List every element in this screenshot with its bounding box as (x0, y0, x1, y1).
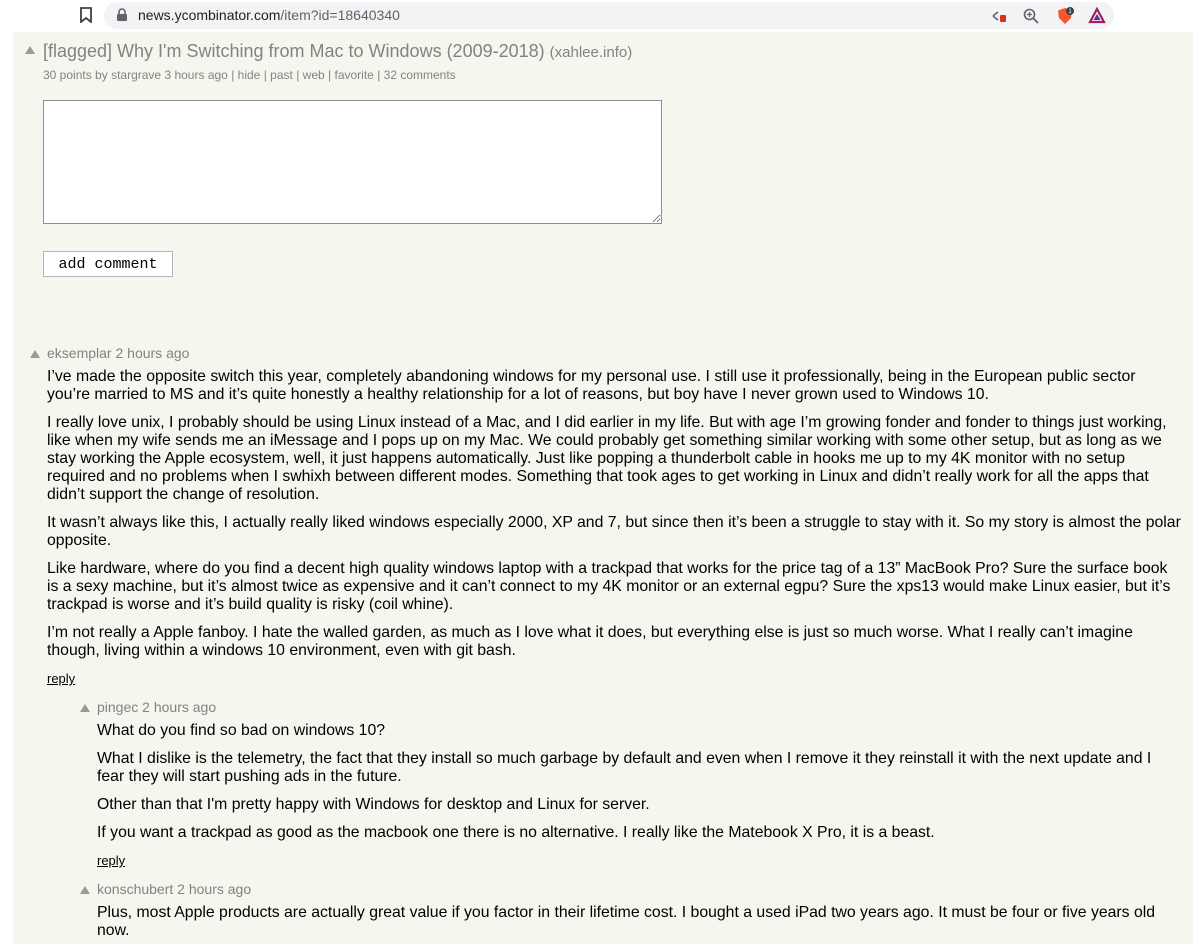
brave-shield-icon[interactable] (1056, 7, 1074, 25)
separator: | (231, 68, 235, 82)
translate-blocked-icon[interactable] (990, 7, 1008, 25)
comment-paragraph: I’ve made the opposite switch this year, completely abandoning windows for my personal use. I still use it professionally, being in the European public sector you’re married to MS and it’s quite honestly a healthy relationship for a lot of reasons, but boy have I never grown used to Windows 10. (47, 368, 1136, 403)
add-comment-button[interactable]: add comment (43, 251, 173, 277)
comment-paragraph: What I dislike is the telemetry, the fact that they install so much garbage by default and even when I remove it they reinstall it with the next update and I fear they will start pushing ads in the future. (97, 750, 1152, 785)
comment-author-link[interactable]: eksemplar (47, 345, 112, 361)
hn-item-page (13, 32, 1193, 944)
url-host: news.ycombinator.com (138, 7, 281, 23)
comments-link[interactable]: 32 comments (383, 68, 456, 82)
separator: | (328, 68, 332, 82)
comment-paragraph: Like hardware, where do you find a decent high quality windows laptop with a trackpad that works for the price tag of a 13” MacBook Pro? Sure the surface book is a sexy machine, but it’s almost twice as expensive and it can’t connect to my 4K monitor or an external egpu? Sure the xps13 would make Linux easier, but it’s trackpad is worse and it’s build quality is risky (coil whine). (47, 560, 1171, 613)
story-title-line (43, 41, 632, 62)
address-bar[interactable] (104, 2, 1114, 29)
zoom-icon[interactable] (1022, 7, 1040, 25)
url-text[interactable] (138, 7, 400, 23)
comment-paragraph: I really love unix, I probably should be using Linux instead of a Mac, and I did earlier in my life. But with age I’m growing fonder and fonder to things just working, like when my wife sends me an iMessage and I pops up on my Mac. We could probably get something similar working with some other setup, but as long as we stay working the Apple ecosystem, well, it just happens automatically. Just like popping a thunderbolt cable in hooks me up to my 4K monitor with no setup required and no problems when I swhixh between different modes. Something that took ages to get working in Linux and didn’t really work for all the apps that didn’t support the change of resolution. (47, 414, 1167, 503)
browser-toolbar (0, 0, 1193, 32)
favorite-link[interactable]: favorite (334, 68, 374, 82)
by-label: by (95, 68, 108, 82)
comment-author-link[interactable]: konschubert (97, 881, 174, 897)
comment-upvote-arrow-icon[interactable] (30, 350, 40, 358)
shield-count-badge: 1 (1068, 9, 1072, 15)
comment-textarea[interactable] (43, 100, 662, 224)
comment-upvote-arrow-icon[interactable] (80, 886, 90, 894)
bookmark-icon[interactable] (79, 7, 93, 23)
comment-text (97, 722, 1181, 870)
story-subtext (43, 68, 456, 82)
separator: | (377, 68, 381, 82)
past-link[interactable]: past (270, 68, 293, 82)
comment-paragraph: If you want a trackpad as good as the macbook one there is no alternative. I really like the Matebook X Pro, it is a beast. (97, 824, 935, 841)
comment-upvote-arrow-icon[interactable] (80, 704, 90, 712)
separator: | (263, 68, 267, 82)
comment-author-link[interactable]: pingec (97, 699, 139, 715)
story-author-link[interactable]: stargrave (111, 68, 162, 82)
story-title[interactable]: [flagged] Why I'm Switching from Mac to Windows (2009-2018) (43, 41, 545, 61)
comment-paragraph: Other than that I'm pretty happy with Windows for desktop and Linux for server. (97, 796, 650, 813)
reply-link[interactable]: reply (47, 671, 76, 686)
comment-header (97, 881, 251, 897)
comment-age-link[interactable]: 2 hours ago (115, 345, 190, 361)
story-points: 30 points (43, 68, 92, 82)
comment-paragraph: What do you find so bad on windows 10? (97, 722, 386, 739)
upvote-arrow-icon[interactable] (25, 46, 35, 54)
story-site[interactable]: (xahlee.info) (549, 44, 633, 61)
comment-age-link[interactable]: 2 hours ago (142, 699, 217, 715)
comment-text (97, 904, 1181, 950)
separator: | (296, 68, 300, 82)
brave-rewards-icon[interactable] (1088, 7, 1106, 25)
comment-paragraph: It wasn’t always like this, I actually really liked windows especially 2000, XP and 7, but since then it’s been a struggle to stay with it. So my story is almost the polar opposite. (47, 514, 1181, 549)
comment-header (47, 345, 189, 361)
comment-age-link[interactable]: 2 hours ago (177, 881, 252, 897)
story-age-link[interactable]: 3 hours ago (164, 68, 228, 82)
reply-link[interactable]: reply (97, 853, 126, 868)
hide-link[interactable]: hide (237, 68, 261, 82)
url-path: /item?id=18640340 (280, 7, 400, 23)
comment-paragraph: I’m not really a Apple fanboy. I hate the walled garden, as much as I love what it does, but everything else is just so much worse. What I really can’t imagine though, living within a windows 10 environment, even with git bash. (47, 624, 1133, 659)
lock-icon (116, 8, 128, 22)
comment-text (47, 368, 1181, 688)
comment-header (97, 699, 216, 715)
comment-paragraph: Plus, most Apple products are actually great value if you factor in their lifetime cost. I bought a used iPad two years ago. It must be four or five years old now. (97, 904, 1156, 939)
web-link[interactable]: web (302, 68, 325, 82)
